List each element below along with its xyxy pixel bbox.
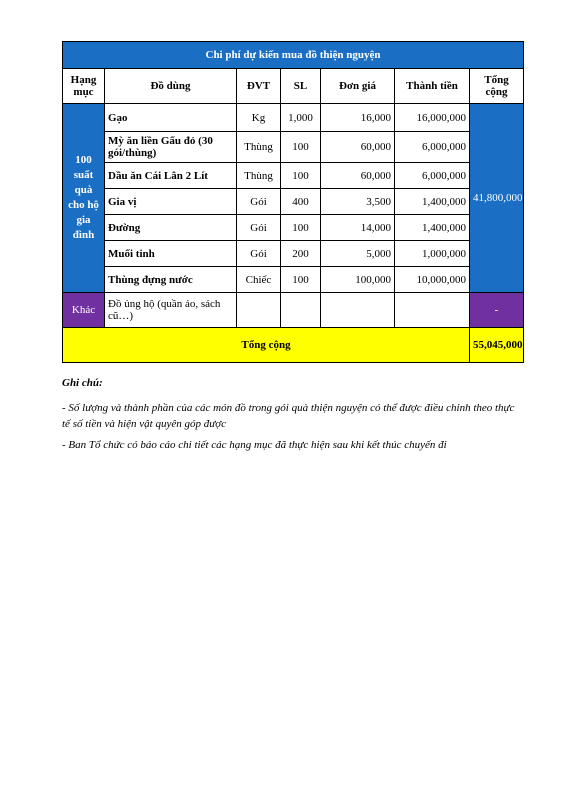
item-amount: 1,400,000 xyxy=(395,189,470,215)
item-unit-price: 5,000 xyxy=(321,241,395,267)
item-unit-price: 16,000 xyxy=(321,104,395,132)
table-row xyxy=(63,241,524,267)
note-line: - Ban Tổ chức có báo cáo chi tiết các hạng mục đã thực hiện sau khi kết thúc chuyến đi xyxy=(62,439,447,451)
item-unit-price: 60,000 xyxy=(321,132,395,163)
header-quantity: SL xyxy=(281,69,321,104)
header-item: Đồ dùng xyxy=(105,69,237,104)
item-unit: Gói xyxy=(237,215,281,241)
item-name: Thùng đựng nước xyxy=(105,267,237,293)
item-unit: Thùng xyxy=(237,163,281,189)
header-unit: ĐVT xyxy=(237,69,281,104)
table-title: Chi phí dự kiến mua đồ thiện nguyện xyxy=(63,42,524,69)
table-row xyxy=(63,104,524,132)
total-value: 55,045,000 xyxy=(470,328,524,363)
total-label: Tổng cộng xyxy=(63,328,470,363)
item-unit: Chiếc xyxy=(237,267,281,293)
item-amount: 10,000,000 xyxy=(395,267,470,293)
item-unit: Thùng xyxy=(237,132,281,163)
item-unit xyxy=(237,293,281,328)
header-unit-price: Đơn giá xyxy=(321,69,395,104)
table-row xyxy=(63,132,524,163)
table-row xyxy=(63,163,524,189)
notes-section xyxy=(62,375,522,458)
item-name: Dầu ăn Cái Lân 2 Lít xyxy=(105,163,237,189)
cost-table xyxy=(62,41,524,363)
item-unit-price: 14,000 xyxy=(321,215,395,241)
group-subtotal: 41,800,000 xyxy=(470,104,524,293)
item-unit-price: 100,000 xyxy=(321,267,395,293)
item-quantity: 100 xyxy=(281,267,321,293)
item-name: Đồ ủng hộ (quần áo, sách cũ…) xyxy=(105,293,237,328)
header-amount: Thành tiền xyxy=(395,69,470,104)
item-amount: 16,000,000 xyxy=(395,104,470,132)
item-quantity: 200 xyxy=(281,241,321,267)
item-unit-price xyxy=(321,293,395,328)
item-quantity: 400 xyxy=(281,189,321,215)
item-name: Mỳ ăn liền Gấu đỏ (30 gói/thùng) xyxy=(105,132,237,163)
item-quantity: 100 xyxy=(281,215,321,241)
category-gift-packages: 100 suất quà cho hộ gia đình xyxy=(63,104,105,293)
item-amount: 1,000,000 xyxy=(395,241,470,267)
item-unit: Gói xyxy=(237,189,281,215)
header-category: Hạng mục xyxy=(63,69,105,104)
item-amount: 6,000,000 xyxy=(395,163,470,189)
item-amount: 1,400,000 xyxy=(395,215,470,241)
item-amount: 6,000,000 xyxy=(395,132,470,163)
category-other: Khác xyxy=(63,293,105,328)
total-row xyxy=(63,328,524,363)
header-total: Tổng cộng xyxy=(470,69,524,104)
table-row xyxy=(63,215,524,241)
item-unit-price: 3,500 xyxy=(321,189,395,215)
item-name: Muối tinh xyxy=(105,241,237,267)
group-subtotal: - xyxy=(470,293,524,328)
note-line: - Số lượng và thành phần của các món đồ trong gói quà thiện nguyện có thể được điều chỉnh theo thực tế số tiền và hiện vật quyên góp được xyxy=(62,402,515,430)
item-unit: Kg xyxy=(237,104,281,132)
item-unit-price: 60,000 xyxy=(321,163,395,189)
item-quantity: 100 xyxy=(281,163,321,189)
table-row xyxy=(63,267,524,293)
notes-heading: Ghi chú: xyxy=(62,377,103,389)
table-row xyxy=(63,189,524,215)
table-row xyxy=(63,293,524,328)
item-name: Gia vị xyxy=(105,189,237,215)
item-quantity: 100 xyxy=(281,132,321,163)
table-header-row xyxy=(63,69,524,104)
item-name: Gạo xyxy=(105,104,237,132)
item-name: Đường xyxy=(105,215,237,241)
item-quantity xyxy=(281,293,321,328)
item-quantity: 1,000 xyxy=(281,104,321,132)
item-amount xyxy=(395,293,470,328)
item-unit: Gói xyxy=(237,241,281,267)
